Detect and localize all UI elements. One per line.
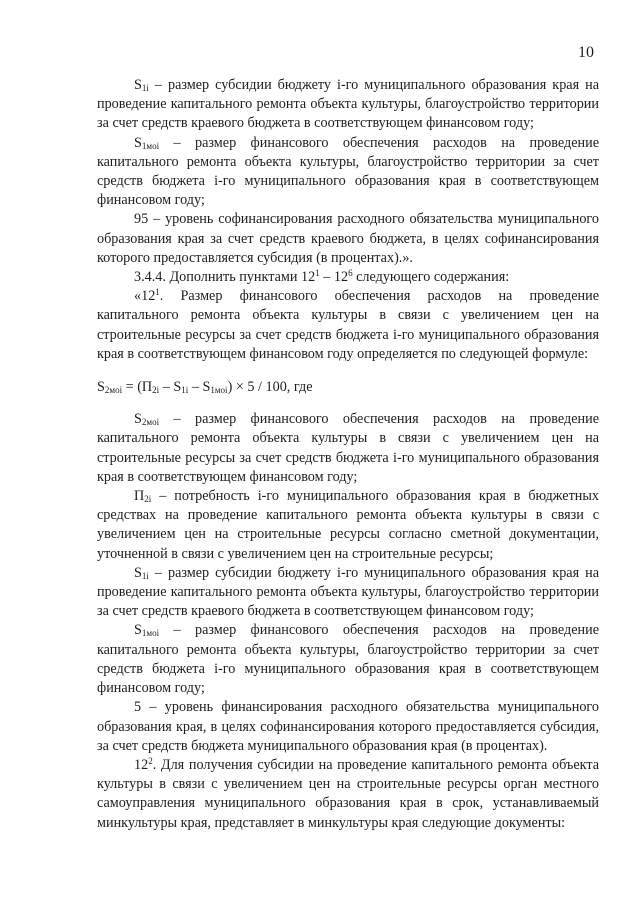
paragraph-item-12-2: $12^2$. Для получения субсидии на проведение капитального ремонта объекта культуры в связи с увеличением цен на строительные ресурсы орган местного самоуправления муниципального образования края в срок, устанавливаемый минкультуры края, представляет в минкультуры края следующие документы: xyxy=(97,755,599,831)
paragraph-item-12-1: «$12^1$. Размер финансового обеспечения расходов на проведение капитального ремонта объекта культуры в связи с увеличением цен на строительные ресурсы за счет средств бюджета i-го муниципального образования края в соответствующем финансовом году определяется по следующей формуле: xyxy=(97,287,599,362)
document-body xyxy=(97,76,599,833)
formula: $S_{2мoi} = (П_{2i} - S_{1i} - S_{1мoi}) \times 5 / 100$, где xyxy=(97,379,313,396)
definition-s1moi: $S_{1мoi}$ – размер финансового обеспечения расходов на проведение капитального ремонта объекта культуры, благоустройство территории за счет средств бюджета i-го муниципального образования края в соответствующем финансовом году; xyxy=(97,622,599,697)
page-number: 10 xyxy=(578,44,594,61)
paragraph-clause-3-4-4: 3.4.4. Дополнить пунктами $12^1 - 12^6$ следующего содержания: xyxy=(134,268,510,286)
paragraph-cofinancing-level: 95 – уровень софинансирования расходного обязательства муниципального образования края за счет средств краевого бюджета, в целях софинансирования которого предоставляется субсидия (в процентах).». xyxy=(97,211,599,266)
paragraph-s1i-definition: $S_{1i}$ – размер субсидии бюджету i-го муниципального образования края на проведение капитального ремонта объекта культуры, благоустройство территории за счет средств краевого бюджета в соответствующем финансовом году; xyxy=(97,77,599,132)
definition-s2moi: $S_{2мoi}$ – размер финансового обеспечения расходов на проведение капитального ремонта объекта культуры в связи с увеличением цен на строительные ресурсы за счет средств бюджета i-го муниципального образования края в соответствующем финансовом году; xyxy=(97,411,599,485)
definition-financing-level: 5 – уровень финансирования расходного обязательства муниципального образования края, в целях софинансирования которого предоставляется субсидия, за счет средств бюджета муниципального образования края (в процентах). xyxy=(97,699,599,754)
paragraph-s1moi-definition: $S_{1мoi}$ – размер финансового обеспечения расходов на проведение капитального ремонта объекта культуры, благоустройство территории за счет средств бюджета i-го муниципального образования края в соответствующем финансовом году; xyxy=(97,134,599,209)
definition-s1i: $S_{1i}$ – размер субсидии бюджету i-го муниципального образования края на проведение капитального ремонта объекта культуры, благоустройство территории за счет средств краевого бюджета в соответствующем финансовом году; xyxy=(97,564,599,620)
definition-p2i: $П_{2i}$ – потребность i-го муниципального образования края в бюджетных средствах на проведение капитального ремонта объекта культуры в связи с увеличением цен на строительные ресурсы согласно сметной документации, уточненной в связи с увеличением цен на строительные ресурсы; xyxy=(97,488,599,562)
